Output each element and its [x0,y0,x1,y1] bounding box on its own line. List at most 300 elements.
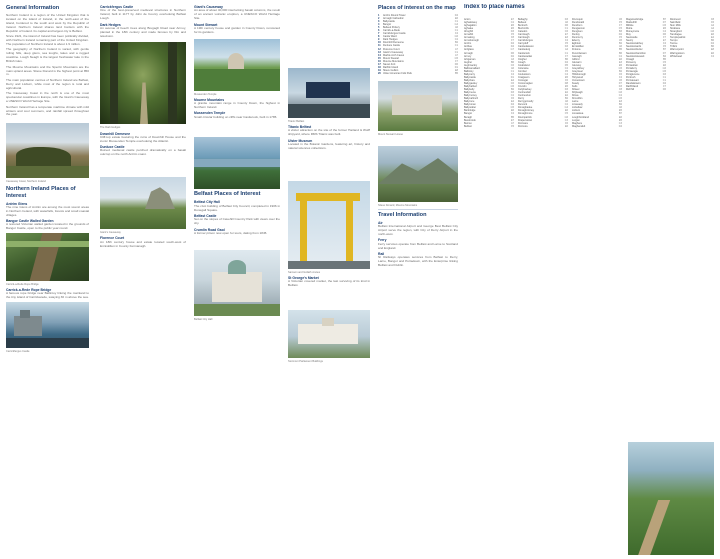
index-grid-ref: A4 [710,27,714,31]
place-text: A restored Victorian walled garden located in the grounds of Bangor Castle, open to the public year round. [6,222,89,231]
map-place-name: Belleek Pottery [383,26,400,30]
place-text: Set on the slopes of Cavehill Country Park with views over the city. [194,217,280,226]
map-place-grid: B5 [454,71,458,75]
index-grid-ref: C2 [618,54,622,58]
places-list [6,288,89,300]
index-entry [464,125,514,128]
index-place-name: Ballinamallard [464,66,480,70]
index-place-name: Hillsborough [572,72,586,76]
index-place-name: Coagh [518,60,526,64]
index-place-name: Dunmurry [572,36,583,40]
index-grid-ref: F5 [511,33,514,37]
map-place-number: 6 [378,29,380,33]
index-grid-ref: D3 [510,30,514,34]
index-grid-ref: B5 [662,57,666,61]
index-place-name: Keady [572,81,580,85]
index-place-name: Newtownhamilton [626,51,646,55]
place-title: Mourne Mountains [194,97,225,102]
travel-list [378,221,458,268]
index-place-name: Glenavy [572,63,582,67]
index-entry [518,125,568,128]
index-entry [572,125,622,128]
index-grid-ref: A3 [510,57,514,61]
index-grid-ref: C2 [618,94,622,98]
index-place-name: Castlewellan [518,54,533,58]
index-place-name: Enniskillen [572,45,584,49]
index-grid-ref: A5 [618,18,622,21]
index-grid-ref: F6 [565,78,568,82]
index-grid-ref: B6 [710,39,714,43]
index-place-name: Toome [670,42,678,46]
index-place-name: Lisnaskea [572,112,584,116]
index-grid-ref: E7 [510,18,514,21]
photo-caption: Titanic Belfast [288,120,305,123]
index-place-name: Ballygawley [464,81,478,85]
index-grid-ref: F5 [565,69,568,73]
index-place-name: Kircubbin [572,97,583,101]
index-place-name: Newcastle [626,36,638,40]
index-grid-ref: E6 [618,57,622,61]
places-list [288,276,370,288]
photo-caption: Belfast City Hall [194,317,213,321]
index-grid-ref: E2 [564,94,568,98]
index-place-name: Crumlin [518,85,527,89]
index-grid-ref: G5 [662,69,666,73]
index-grid-ref: E5 [662,27,666,31]
map-place-grid: D4 [454,14,458,17]
index-grid-ref: F7 [565,54,568,58]
index-grid-ref: D8 [564,81,568,85]
paragraph: The main population centres of Northern Ireland are Belfast, Derry and Lisburn, while most of the region is rural and agricultural. [6,77,89,90]
index-place-name: Portrush [626,75,636,79]
map-place-number: 20 [378,71,381,75]
index-place-name: Donaghcloney [518,109,534,113]
index-place-name: Aghalee [464,27,474,31]
index-grid-ref: B5 [618,48,622,52]
places-list [194,98,280,120]
places-list [100,236,186,248]
map-place-grid: A7 [454,53,458,57]
index-grid-ref: A6 [564,100,568,104]
index-grid-ref: F5 [619,21,622,25]
index-grid-ref: E5 [564,85,568,89]
index-entry [626,88,666,91]
section-heading: General Information [6,5,60,11]
section-heading: Places of interest on the map [378,5,456,11]
photo-cranes [288,181,370,269]
index-place-name: Dromore [518,124,528,128]
index-column [518,18,568,128]
map-place-number: 11 [378,44,381,48]
index-grid-ref: G5 [618,66,622,70]
map-place-name: Ulster American Folk Park [383,71,412,75]
index-place-name: Moira [626,27,633,31]
photo-caption: Mussenden Temple [194,92,217,96]
index-place-name: Newtownstewart [626,54,645,58]
index-place-name: Ballyronan [464,103,476,107]
map-place-grid: C1 [454,50,458,54]
section-heading: Travel Information [378,211,427,218]
index-grid-ref: E5 [618,109,622,113]
index-place-name: Portadown [626,63,638,67]
map-place-number: 14 [378,53,381,57]
photo-city-hall [194,250,280,316]
index-grid-ref: A5 [618,39,622,43]
index-place-name: Saintfield [670,21,681,25]
index-place-name: Coleraine [518,66,529,70]
paragraph: The Mourne Mountains and the Sperrin Mountains are the main upland areas. Slieve Donard is the highest point at 850 m. [6,64,89,77]
index-grid-ref: C6 [510,63,514,67]
index-place-name: Dromara [518,121,528,125]
map-place-number: 16 [378,59,381,63]
photo-rope-bridge [6,233,89,281]
index-place-name: Comber [518,69,527,73]
map-place-grid: A7 [454,47,458,51]
index-grid-ref: B2 [618,42,622,46]
photo-caption: Mount Stewart House [378,132,403,136]
paragraph: Since 1921, the island of Ireland has been politically divided, with Northern Ireland remaining part of the United Kingdom. The population of Northern Ireland is about 1.9 million. [6,34,89,46]
paragraph: Northern Ireland is a region of the United Kingdom that is located on the island of Ireland, in the north-east of the island, bordered to the south and west by the Republic of Ireland. Northern Ireland shares land borders with the Republic of Ireland. Its capital and largest city is Belfast. [6,13,89,33]
place-text: The civic building of Belfast City Council, completed in 1906 in Donegall Square. [194,203,280,212]
index-place-name: Donaghmore [518,112,533,116]
index-grid-ref: E3 [564,36,568,40]
index-place-name: Whitehead [670,54,682,58]
index-grid-ref: E6 [710,33,714,37]
column-3 [194,4,280,555]
map-place-grid: D6 [454,62,458,66]
index-grid-ref: C2 [510,94,514,98]
index-place-name: Rathfriland [626,85,639,89]
paragraph: The geography of Northern Ireland is varied, with gentle rolling hills, deep glens, sea loughs, lakes and a rugged coastline. Lough Neagh is the largest freshwater lake in the British Isles. [6,47,89,64]
index-grid-ref: F6 [511,97,514,101]
places-list [194,200,280,235]
index-place-name: Benburb [518,24,528,28]
column-5 [378,4,458,555]
place-text: Ruined medieval castle perched dramatically on a basalt outcrop on the north Antrim coast. [100,148,186,157]
paragraph: The Causeway Coast in the north is one of the most spectacular coastlines in Europe, with the Giant's Causeway a UNESCO World Heritage Site. [6,91,89,104]
index-grid-ref: G7 [510,48,514,52]
map-place-grid: G5 [454,56,458,60]
index-place-name: Strangford [670,30,682,34]
index-place-name: Ballywalter [464,106,477,110]
index-place-name: Eglinton [572,42,582,46]
index-place-name: Belfast [464,124,472,128]
index-place-name: Carnlough [518,36,530,40]
map-place-number: 10 [378,41,381,45]
index-grid-ref: E7 [510,118,514,122]
index-place-name: Irvinestown [572,78,585,82]
place-title: Bangor Castle Walled Garden [6,219,54,224]
index-grid-ref: D4 [710,42,714,46]
index-place-name: Annsborough [464,39,479,43]
index-grid-ref: G5 [510,106,514,110]
index-place-name: Greyabbey [572,66,585,70]
index-grid-ref: D6 [510,51,514,55]
index-place-name: Carrickfergus [518,39,533,43]
index-grid-ref: A6 [510,66,514,70]
map-place-number: 2 [378,17,380,21]
photo-stormont [288,310,370,358]
photo-caption: Carrick-a-Rede Rope Bridge [6,283,39,287]
index-place-name: Draperstown [518,118,533,122]
places-list [194,5,280,35]
index-place-name: Bushmills [518,27,529,31]
index-grid-ref: D4 [510,45,514,49]
index-grid-ref: B6 [710,45,714,49]
index-grid-ref: G6 [564,115,568,119]
index-grid-ref: B2 [618,69,622,73]
index-grid-ref: D6 [662,88,666,92]
photo-castle-shore [6,302,89,348]
index-place-name: Dungannon [572,27,585,31]
index-place-name: Bangor [464,112,473,116]
index-place-name: Crossmaglen [518,81,533,85]
divider [378,209,458,210]
index-place-name: Trillick [670,45,677,49]
index-grid-ref: F5 [565,42,568,46]
index-place-name: Ederny [572,39,580,43]
place-text: A 19th century house and garden in County Down, renowned for its gardens. [194,25,280,34]
place-text: Small circular building on cliffs near Castlerock, built in 1785. [194,114,278,119]
place-title: Titanic Belfast [288,125,312,130]
map-place-number: 7 [378,32,380,36]
index-grid-ref: E3 [618,100,622,104]
index-grid-ref: E6 [564,124,568,128]
map-place-grid: A6 [454,26,458,30]
index-grid-ref: C1 [662,75,666,79]
map-place-grid: E8 [454,68,458,72]
index-grid-ref: B6 [510,60,514,64]
map-place-row [378,72,458,75]
index-grid-ref: F5 [663,45,666,49]
index-place-name: Ballintoy [464,69,474,73]
index-place-name: Lisbellaw [572,106,583,110]
index-grid-ref: E5 [510,24,514,28]
section-heading: Northern Ireland Places of Interest [6,185,76,199]
index-grid-ref: E7 [662,39,666,43]
index-grid-ref: C1 [564,27,568,31]
index-grid-ref: F6 [565,121,568,125]
index-grid-ref: D4 [564,60,568,64]
index-place-name: Belleek [518,21,527,25]
index-grid-ref: F5 [619,36,622,40]
index-place-name: Cookstown [518,72,531,76]
index-grid-ref: D3 [564,88,568,92]
index-place-name: Ballycarry [464,72,475,76]
index-grid-ref: D3 [564,18,568,21]
index-grid-ref: C4 [662,30,666,34]
index-place-name: Randalstown [626,81,641,85]
place-title: Downhill Demesne [100,131,131,136]
index-place-name: Downpatrick [518,115,532,119]
index-grid-ref: B3 [618,30,622,34]
index-place-name: Portavogie [626,69,638,73]
index-grid-ref: G6 [710,30,714,34]
index-grid-ref: A6 [618,106,622,110]
index-grid-ref: E5 [618,63,622,67]
map-place-name: Florence Court [383,47,400,51]
index-place-name: Templepatrick [670,36,686,40]
index-place-name: Waringstown [670,51,685,55]
index-grid-ref: E2 [564,91,568,95]
map-place-number: 17 [378,62,381,66]
index-grid-ref: C3 [618,121,622,125]
map-place-name: Ballycastle [383,20,395,24]
index-place-name: Tandragee [670,33,682,37]
index-place-name: Clogher [518,57,527,61]
index-place-name: Ardboe [464,45,473,49]
map-place-grid: F7 [455,59,458,63]
index-place-name: Portaferry [626,66,637,70]
index-place-name: Armoy [464,54,472,58]
index-place-name: Bessbrook [464,118,476,122]
index-grid-ref: D2 [618,33,622,37]
index-grid-ref: G5 [510,85,514,89]
index-place-name: Omagh [626,57,635,61]
index-grid-ref: E6 [710,51,714,55]
index-grid-ref: E6 [510,109,514,113]
column-2 [100,4,186,555]
travel-text: Belfast International Airport and George Best Belfast City Airport serve the region, with City of Derry Airport in the north-west. [378,224,458,236]
index-grid-ref: D6 [564,24,568,28]
place-text: A former prison now open for tours, dating from 1845. [194,230,268,235]
section-heading: Belfast Places of Interest [194,191,261,198]
index-grid-ref: G4 [564,106,568,110]
index-place-name: Garvagh [572,54,582,58]
index-place-name: Derrygonnelly [518,100,534,104]
index-place-name: Sion Mills [670,24,681,28]
photo-cliff-path [628,442,714,555]
place-title: Crumlin Road Gaol [194,227,225,232]
places-list [6,202,89,232]
index-place-name: Ardglass [464,48,474,52]
index-place-name: Newtownabbey [626,42,644,46]
photo-caption: Carrickfergus Castle [6,350,30,354]
index-grid-ref: F8 [619,88,622,92]
index-grid-ref: G6 [662,66,666,70]
index-place-name: Bellaghy [518,18,528,21]
index-place-name: Ahoghill [464,30,473,34]
map-place-name: Giant's Causeway [383,50,404,54]
index-grid-ref: D7 [618,81,622,85]
index-grid-ref: D5 [564,63,568,67]
map-place-grid: C1 [454,20,458,24]
map-place-grid: G6 [454,35,458,39]
index-grid-ref: A4 [564,48,568,52]
index-grid-ref: B7 [662,18,666,21]
map-place-name: Bangor [383,23,392,27]
index-place-name: Ballymoney [464,94,477,98]
index-grid-ref: F4 [565,39,568,43]
travel-title: Ferry [378,238,387,243]
index-grid-ref: A5 [618,78,622,82]
index-place-name: Portglenone [626,72,640,76]
index-place-name: Castlerock [518,51,530,55]
map-place-number: 18 [378,65,381,69]
map-place-number: 12 [378,47,381,51]
index-grid-ref: E5 [510,27,514,31]
index-column [626,18,666,91]
photo-coast-cliffs [100,177,186,229]
map-place-number: 9 [378,38,380,42]
place-text: A famous rope bridge near Ballintoy linking the mainland to the tiny island of Carrickarede, swaying 30 m above the sea. [6,291,89,300]
place-text: Cliff-top estate featuring the ruins of Downhill House and the iconic Mussenden Temple overlooking the Atlantic. [100,134,186,143]
place-title: Belfast City Hall [194,200,220,205]
index-place-name: Holywood [572,75,583,79]
index-place-name: Glenarm [572,60,582,64]
index-grid-ref: A4 [710,24,714,28]
index-place-name: Coalisland [518,63,530,67]
index-grid-ref: F8 [511,36,514,40]
map-place-name: Rathlin Island [383,65,399,69]
index-place-name: Caledon [518,30,528,34]
map-place-grid: F4 [455,32,458,36]
index-grid-ref: C3 [564,118,568,122]
index-place-name: Cullybackey [518,88,532,92]
index-grid-ref: C1 [662,78,666,82]
index-grid-ref: C1 [510,69,514,73]
index-place-name: Artigarvan [464,57,476,61]
index-grid-ref: E6 [618,115,622,119]
index-grid-ref: E5 [564,75,568,79]
map-place-name: Dunluce Castle [383,44,400,48]
index-grid-ref: C5 [564,112,568,116]
index-place-name: Castledawson [518,45,534,49]
place-text: Located in the Botanic Gardens, featuring art, history and natural sciences collections. [288,142,370,150]
index-place-name: Tempo [670,39,678,43]
index-place-name: Strabane [670,27,681,31]
index-place-name: Dunloy [572,33,580,37]
index-grid-ref: G5 [618,97,622,101]
index-grid-ref: A7 [510,121,514,125]
place-title: Dunluce Castle [100,145,125,150]
index-grid-ref: F7 [619,24,622,28]
index-place-name: Ballynahinch [464,97,479,101]
index-place-name: Derry [518,97,525,101]
index-grid-ref: E4 [510,78,514,82]
index-place-name: Kells [572,85,578,89]
index-grid-ref: B5 [510,115,514,119]
index-place-name: Dundonald [572,21,585,25]
map-place-number: 4 [378,23,380,27]
places-list [288,125,370,151]
index-grid-ref: C5 [618,27,622,31]
photo-dark-hedges [100,42,186,124]
index-grid-ref: F4 [511,72,514,76]
place-title: Carrick-a-Rede Rope Bridge [6,288,52,293]
index-grid-ref: F5 [511,124,514,128]
body-text [6,14,89,117]
index-place-name: Warrenpoint [670,48,684,52]
index-grid-ref: B7 [618,112,622,116]
index-place-name: Killyleagh [572,91,583,95]
index-grid-ref: D7 [662,51,666,55]
index-place-name: Castlederg [518,48,531,52]
place-title: Florence Court [100,236,125,241]
index-place-name: Pomeroy [626,60,637,64]
index-grid-ref: F7 [663,85,666,89]
place-text: A visitor attraction on the site of the former Harland & Wolff shipyard, where RMS Titanic was built. [288,128,370,137]
index-place-name: Cushendall [518,91,531,95]
index-entry [670,55,714,58]
index-grid-ref: D3 [510,91,514,95]
map-place-number: 15 [378,56,381,60]
index-grid-ref: E4 [510,100,514,104]
photo-caption: The Dark Hedges [100,126,121,130]
index-grid-ref: C6 [510,81,514,85]
map-place-name: Marble Arch Caves [383,53,405,57]
index-grid-ref: C1 [564,51,568,55]
